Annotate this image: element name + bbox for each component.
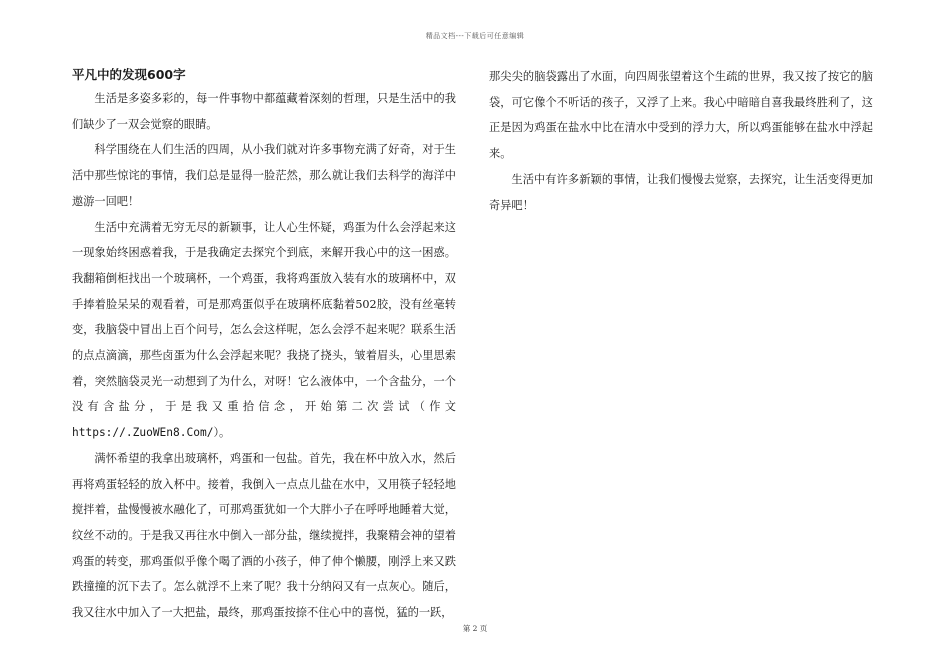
left-column xyxy=(72,64,456,626)
page-header-note: 精品文档---下载后可任意编辑 xyxy=(425,32,525,40)
paragraph-experiment: 满怀希望的我拿出玻璃杯，鸡蛋和一包盐。首先，我在杯中放入水，然后再将鸡蛋轻轻的放入杯中。接着，我倒入一点点儿盐在水中，又用筷子轻轻地搅拌着，盐慢慢被水融化了，可那鸡蛋犹如一个大胖小子在呼呼地睡着大觉，纹丝不动的。于是我又再往水中倒入一部分盐，继续搅拌，我聚精会神的望着鸡蛋的转变，那鸡蛋似乎像个喝了酒的小孩子，伸了伸个懒腰，刚浮上来又跌跌撞撞的沉下去了。怎么就浮不上来了呢？我十分纳闷又有一点灰心。随后，我又往水中加入了一大把盐，最终，那鸡蛋按捺不住心中的喜悦，猛的一跃， xyxy=(72,451,456,620)
paragraph-first-attempt-text: 生活中充满着无穷无尽的新颖事，让人心生怀疑，鸡蛋为什么会浮起来这一现象始终困惑着我，于是我确定去探究个到底，来解开我心中的这一困惑。我翻箱倒柜找出一个玻璃杯，一个鸡蛋，我将鸡蛋放入装有水的玻璃杯中，双手捧着脸呆呆的观看着，可是那鸡蛋似乎在玻璃杯底黏着502胶，没有丝毫转变，我脑袋中冒出上百个问号，怎么会这样呢，怎么会浮不起来呢？联系生活的点点滴滴，那些卤蛋为什么会浮起来呢？我挠了挠头，皱着眉头，心里思索着，突然脑袋灵光一动想到了为什么，对呀！它么液体中，一个含盐分，一个没有含盐分，于是我又重拾信念，开始第二次尝试（作文 xyxy=(72,220,456,414)
article-title: 平凡中的发现600字 xyxy=(72,67,186,82)
page-number: 第 2 页 xyxy=(462,624,488,633)
paragraph-science: 科学围绕在人们生活的四周，从小我们就对许多事物充满了好奇，对于生活中那些惊诧的事情，我们总是显得一脸茫然，那么就让我们去科学的海洋中遨游一回吧！ xyxy=(72,143,456,208)
right-column xyxy=(489,64,873,218)
paragraph-experiment-continued: 那尖尖的脑袋露出了水面，向四周张望着这个生疏的世界，我又按了按它的脑袋，可它像个不听话的孩子，又浮了上来。我心中暗暗自喜我最终胜利了，这正是因为鸡蛋在盐水中比在清水中受到的浮力大，所以鸡蛋能够在盐水中浮起来。 xyxy=(489,70,873,161)
paragraph-intro: 生活是多姿多彩的，每一件事物中都蕴藏着深刻的哲理，只是生活中的我们缺少了一双会觉察的眼睛。 xyxy=(72,92,456,131)
paragraph-conclusion: 生活中有许多新颖的事情，让我们慢慢去觉察，去探究，让生活变得更加奇异吧！ xyxy=(489,172,873,212)
source-url-link[interactable]: https://.ZuoWEn8.Com/ xyxy=(72,426,214,440)
paragraph-first-attempt-end: ）。 xyxy=(213,426,231,440)
paragraph-first-attempt xyxy=(72,215,456,446)
